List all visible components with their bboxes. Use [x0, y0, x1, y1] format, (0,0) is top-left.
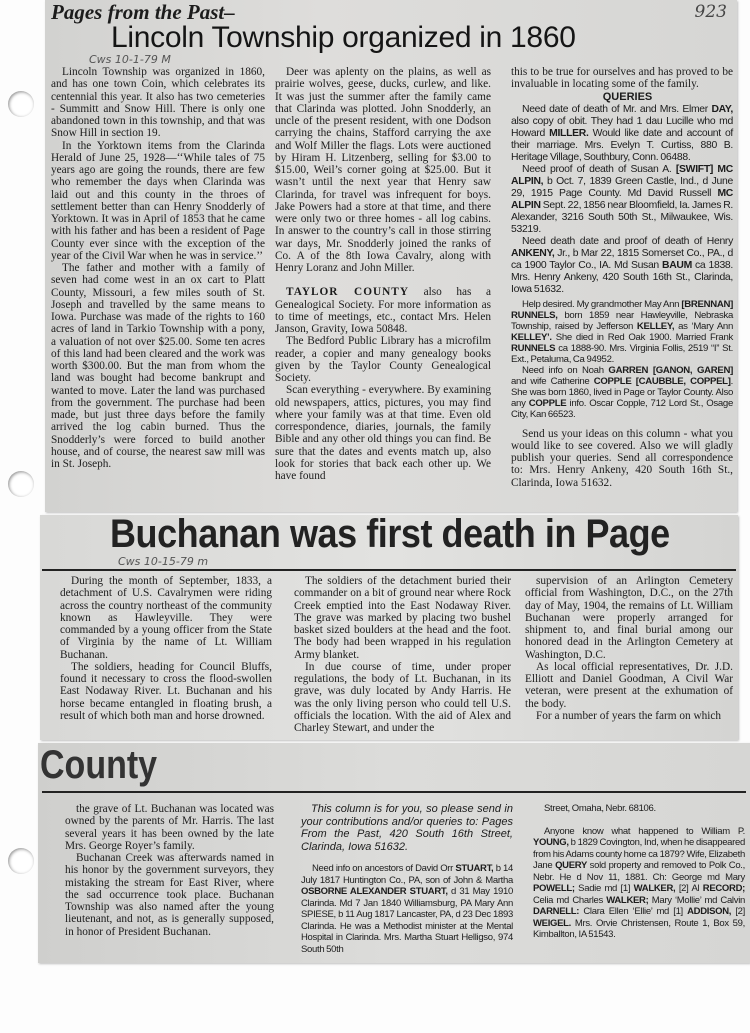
surname-highlight: KELLEY, — [636, 320, 675, 332]
query-text: Jr., b Mar 22, 1815 Somerset Co., PA., d ca 1900 Taylor Co., IA. Md Susan — [511, 247, 733, 271]
article-column-1 — [51, 66, 265, 470]
binder-hole — [8, 848, 34, 874]
query-text: b 14 July 1817 Huntington Co., PA, son of John & Martha — [301, 863, 513, 886]
article-column-2 — [275, 66, 491, 482]
query-text: . She was born 1860, lived in Page or Taylor County. Also any — [511, 376, 733, 410]
surname-highlight: BAUM — [662, 259, 692, 271]
query-text: Celia md Charles — [533, 894, 607, 906]
page-number: 923 — [694, 2, 727, 22]
query-text: Mary ‘Mollie’ md Calvin — [648, 894, 745, 906]
query-text: and wife Catherine — [511, 376, 594, 388]
surname-highlight: RECORD; — [702, 883, 745, 894]
clipping-county — [38, 743, 750, 963]
surname-highlight: QUERY — [555, 860, 588, 871]
query-item — [511, 104, 733, 164]
handwritten-note: Cws 10-1-79 M — [89, 53, 171, 66]
query-text: as ‘Mary Ann — [674, 320, 733, 332]
column-kicker: Pages from the Past– — [51, 0, 235, 24]
paragraph: In the Yorktown items from the Clarinda Herald of June 25, 1928—‘‘While tales of 75 years ago are going the rounds, there are few who remember the days when Clarinda was laid out and this county in the throes of settlement better than can Henry Snodderly of Yorktown. It was in April of 1853 that he came with his father and has been a resident of Page County ever since with the exception of the year of the Civil War when he was in service.’’ — [51, 139, 265, 262]
headline-rule — [42, 569, 736, 571]
surname-highlight: WEIGEL. — [533, 917, 572, 929]
headline-rule — [42, 791, 746, 793]
surname-highlight: MC ALPIN — [511, 187, 733, 211]
article-column-1 — [65, 803, 274, 938]
paragraph: Scan everything - everywhere. By examining old newspapers, attics, pictures, you may find where your family was at that time. Even old correspondence, diaries, journals, the family Bible and any other old things you can find. Be sure that the dates and events match up, also look for stories that back each other up. We have found — [275, 384, 491, 482]
surname-highlight: ANKENY, — [511, 247, 555, 259]
query-text: ca 1888-90. Mrs. Virginia Follis, 2519 “I” St. Ext., Petaluma, Ca 94952. — [511, 342, 733, 365]
paragraph: During the month of September, 1833, a detachment of U.S. Cavalrymen were riding across the country northeast of the community known as Hawleyville. They were commanded by a young officer from the State of Virginia by the name of Lt. William Buchanan. — [60, 575, 272, 661]
article-headline: Lincoln Township organized in 1860 — [111, 21, 576, 54]
query-item — [301, 863, 513, 955]
surname-highlight: COPPLE — [528, 398, 567, 410]
queries-list — [533, 803, 745, 941]
invitation-text: This column is for you, so please send in your contributions and/or queries to: Pages From the Past, 420 South 16th Street, Clarinda, Iowa 51632. — [301, 803, 513, 853]
taylor-county-text: also has a Genealogical Society. For more information as to time of meetings, etc., contact Mrs. Helen Janson, Gravity, Iowa 50848. — [275, 286, 491, 335]
binder-hole — [8, 91, 34, 117]
query-text: Sadie md [1] — [574, 883, 634, 894]
paragraph: The soldiers, heading for Council Bluffs, found it necessary to cross the flood-swollen East Nodaway River. Lt. Buchanan and his horse became entangled in floating brush, a result of which both man and horse drowned. — [60, 660, 272, 722]
binder-hole — [8, 471, 34, 497]
query-text: Clara Ellen ‘Ellie’ md [1] — [579, 906, 688, 917]
paragraph: For a number of years the farm on which — [536, 709, 722, 722]
query-text: Sept. 22, 1856 near Bloomfield, Ia. James R. Alexander, 3216 South 50th St., Milwaukee, Wis. 53219. — [511, 199, 733, 235]
query-item — [533, 826, 745, 941]
surname-highlight: MILLER. — [549, 127, 589, 139]
taylor-county-lead: TAYLOR COUNTY — [286, 286, 409, 299]
query-text: d 31 May 1910 Clarinda. Md 7 Jan 1840 Williamsburg, PA Mary Ann SPIESE, b 11 Aug 1817 Lancaster, PA, d 23 Dec 1893 Clarinda. He was a Methodist minister at the Mental Hospital in Clarinda. Mrs. Martha Stuart Helligso, 974 South 50th — [301, 886, 514, 955]
paragraphs — [275, 66, 491, 274]
queries-heading: QUERIES — [602, 90, 653, 103]
queries-list-small — [511, 299, 733, 421]
surname-highlight: [SWIFT] MC ALPIN, — [511, 163, 733, 187]
paragraph: the grave of Lt. Buchanan was located was owned by the parents of Mr. Harris. The last several years it has been owned by the late Mrs. George Royer’s family. — [65, 803, 274, 852]
query-text: born 1859 near Hawleyville, Nebraska Township, raised by Jefferson — [511, 309, 733, 332]
surname-highlight: ADDISON, — [687, 906, 732, 917]
queries-list — [511, 104, 733, 296]
clipping-buchanan — [40, 512, 738, 740]
query-text: Street, Omaha, Nebr. 68106. — [544, 803, 656, 814]
surname-highlight: COPPLE [CAUBBLE, COPPEL] — [593, 376, 731, 388]
query-text: ca 1838. Mrs. Henry Ankeny, 420 South 16th St., Clarinda, Iowa 51632. — [511, 259, 733, 295]
query-item — [511, 365, 733, 420]
query-text: b 1829 Covington, Ind, when he disappeared from his Adams county home ca 1879? Wife, Elizabeth Jane — [533, 837, 745, 871]
surname-highlight: DARNELL: — [533, 906, 580, 917]
query-text: Need info on ancestors of David Orr — [312, 863, 456, 874]
article-column-3 — [533, 803, 745, 941]
query-item — [511, 299, 733, 366]
paragraph: supervision of an Arlington Cemetery official from Washington, D.C., on the 27th day of May, 1904, the remains of Lt. William Buchanan were properly arranged for shipment to, and final burial among our honored dead in the Arlington Cemetery at Washington, D.C. — [525, 575, 733, 661]
query-text: [2] Al — [675, 883, 703, 894]
article-column-2 — [301, 803, 513, 955]
article-column-3 — [511, 66, 733, 489]
query-text: Help desired. My grandmother May Ann — [522, 298, 682, 310]
query-text: Would like date and account of their marriage. Mrs. Evelyn T. Curtiss, 880 B. Heritage Village, Southbury, Conn. 06488. — [511, 127, 734, 163]
surname-highlight: WALKER; — [606, 894, 649, 906]
paragraph: As local official representatives, Dr. J.D. Elliott and Daniel Goodman, A Civil War veteran, were present at the exhumation of the body. — [525, 660, 733, 710]
closing-paragraph: Send us your ideas on this column - what you would like to see covered. Also we will gladly publish your queries. Send all correspondence to: Mrs. Henry Ankeny, 420 South 16th St., Clarinda, Iowa 51632. — [511, 427, 733, 489]
article-column-3 — [525, 575, 733, 722]
query-item — [533, 803, 745, 815]
paragraph: Buchanan Creek was afterwards named in his honor by the government surveyors, they mistaking the stream for East River, where the sad occurrence took place. Buchanan Township was also named after the young lieutenant, and not, as is generally supposed, in honor of President Buchanan. — [65, 852, 274, 938]
clipping-lincoln-township — [45, 0, 737, 512]
query-text: [2] — [731, 906, 745, 917]
queries-list — [301, 863, 513, 955]
article-column-1 — [60, 575, 272, 722]
article-column-2 — [294, 575, 511, 734]
query-text: Anyone know what happened to William P. — [544, 825, 745, 837]
surname-highlight: POWELL; — [533, 883, 575, 894]
paragraph: Deer was aplenty on the plains, as well as prairie wolves, geese, ducks, curlew, and like. It was just the summer after the family came that Clarinda was plotted. John Snodderly, an uncle of the present resident, with one Dodson carrying the chains, Stafford carrying the axe and Wolf Miller the flags. Lots were auctioned by Hiram H. Litzenberg, selling for $3.00 to $15.00, Weil’s corner going at $25.00. But it wasn’t until the next year that Henry saw Clarinda, for travel was infrequent for boys. Jake Powers had a store at that time, and there were only two or three homes - all log cabins. In answer to the country’s call in those stirring war days, Mr. Snodderly joined the ranks of Co. A of the 8th Iowa Cavalry, along with Henry Loranz and John Miller. — [275, 66, 491, 274]
query-text: Need death date and proof of death of Henry — [522, 235, 733, 247]
paragraphs — [275, 335, 491, 482]
query-text: also copy of obit. They had 1 dau Lucille who md Howard — [511, 115, 733, 139]
surname-highlight: YOUNG, — [533, 837, 569, 848]
query-text: She died in Red Oak 1900. Married Frank — [551, 331, 733, 343]
query-text: Need date of death of Mr. and Mrs. Elmer — [522, 103, 712, 115]
article-headline: County — [40, 743, 158, 787]
surname-highlight: GARREN [GANON, GAREN] — [608, 365, 733, 377]
surname-highlight: WALKER, — [633, 883, 676, 894]
paragraph: Lincoln Township was organized in 1860, and has one town Coin, which celebrates its centennial this year. It also has two cemeteries - Summitt and Snow Hill. There is only one abandoned town in this township, and that was Snow Hill in section 19. — [51, 66, 265, 140]
surname-highlight: [BRENNAN] RUNNELS, — [511, 298, 733, 321]
query-item — [511, 236, 733, 296]
surname-highlight: RUNNELS — [511, 342, 556, 354]
query-text: b Oct. 7, 1839 Green Castle, Ind., d June 29, 1915 Page County. Md David Russell — [511, 175, 733, 199]
paragraph: In due course of time, under proper regulations, the body of Lt. Buchanan, in its grave, was duly located by Andy Harris. He was the only living person who could tell U.S. officials the location. With the aid of Alex and Charley Stewart, and under the — [294, 660, 511, 734]
query-text: sold property and removed to Polk Co., Nebr. He d Nov 11, 1881. Ch: George md Mary — [533, 860, 745, 883]
surname-highlight: DAY, — [711, 103, 733, 115]
paragraph: The Bedford Public Library has a microfilm reader, a copier and many genealogy books given by the Taylor County Genealogical Society. — [275, 335, 491, 384]
query-text: Need proof of death of Susan A. — [522, 163, 676, 175]
paragraph: this to be true for ourselves and has proved to be invaluable in locating some of the family. — [511, 66, 733, 91]
handwritten-note: Cws 10-15-79 m — [118, 555, 209, 568]
query-text: Need info on Noah — [522, 365, 609, 377]
query-text: Mrs. Orvie Christensen, Route 1, Box 59, Kimballton, IA 51543. — [533, 917, 745, 940]
query-item — [511, 164, 733, 236]
surname-highlight: OSBORNE ALEXANDER STUART, — [301, 886, 448, 897]
paragraph: The father and mother with a family of seven had come west in an ox cart to Platt County, Missouri, a few miles south of St. Joseph and travelled by the same means to Iowa. Purchase was made of the rights to 160 acres of land in Tarkio Township with a pony, a valuation of not over $25.00. Some ten acres of this land had been cleared and the work was worth $300.00. But the man from whom the land was bought had become bankrupt and wanted to move. Later the land was purchased from the government. The purchase had been made, but just three days before the family arrived the log cabin burned. Thus the Snodderly’s were forced to build another house, and of course, the nearest saw mill was in St. Joseph. — [51, 262, 265, 470]
surname-highlight: STUART, — [455, 863, 494, 874]
article-headline: Buchanan was first death in Page — [110, 512, 670, 556]
surname-highlight: KELLEY’. — [511, 331, 552, 343]
query-text: info. Oscar Copple, 712 Lord St., Osage City, Kan 66523. — [511, 398, 733, 421]
paragraph: The soldiers of the detachment buried their commander on a bit of ground near where Rock Creek emptied into the East Nodaway River. The grave was marked by placing two bushel basket sized boulders at the head and the foot. The body had been wrapped in his regulation Army blanket. — [294, 575, 511, 661]
